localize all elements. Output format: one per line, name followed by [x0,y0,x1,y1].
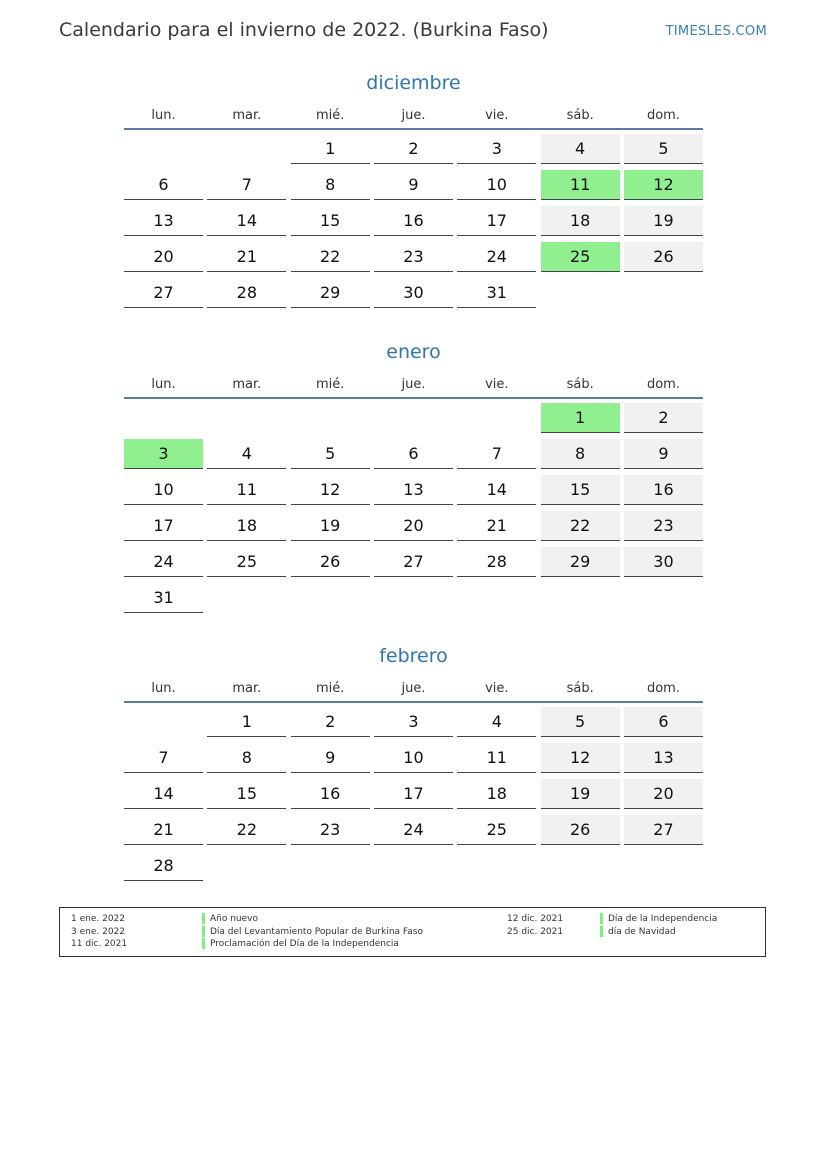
weekday-label: vie. [485,681,509,696]
day-cell: 10 [457,170,536,200]
day-cell: 13 [374,475,453,505]
day-grid [124,134,703,314]
day-cell: 7 [457,439,536,469]
weekday-label: lun. [151,377,176,392]
legend-date: 25 dic. 2021 [507,927,564,937]
weekday-label: jue. [401,377,426,392]
weekday-label: dom. [646,108,680,123]
legend-entry [507,913,747,925]
day-cell: 18 [457,779,536,809]
day-cell: 29 [291,278,370,308]
weekday-label: vie. [485,108,509,123]
weekday-label: sáb. [566,377,594,392]
legend-entry [71,913,371,925]
day-cell: 2 [374,134,453,164]
day-cell: 12 [541,743,620,773]
day-cell: 5 [624,134,703,164]
day-cell: 15 [207,779,286,809]
holiday-day-cell: 25 [541,242,620,272]
weekday-label: dom. [646,681,680,696]
month-december [124,70,703,314]
day-cell: 17 [374,779,453,809]
day-cell: 22 [291,242,370,272]
day-cell: 16 [291,779,370,809]
day-cell: 31 [457,278,536,308]
day-cell: 23 [624,511,703,541]
weekday-label: jue. [401,108,426,123]
month-title: febrero [379,645,448,667]
weekday-label: mar. [232,377,262,392]
day-cell: 15 [291,206,370,236]
holiday-color-marker [202,926,205,937]
day-cell: 4 [207,439,286,469]
day-cell: 19 [541,779,620,809]
day-cell: 21 [207,242,286,272]
legend-name: Día del Levantamiento Popular de Burkina Faso [210,927,423,937]
legend-date: 1 ene. 2022 [71,914,125,924]
day-cell: 24 [124,547,203,577]
day-cell: 4 [457,707,536,737]
weekday-label: mié. [315,108,345,123]
day-cell: 20 [374,511,453,541]
day-cell: 27 [124,278,203,308]
day-cell: 6 [124,170,203,200]
day-cell: 11 [207,475,286,505]
legend-date: 12 dic. 2021 [507,914,564,924]
legend-entry [507,926,747,938]
day-cell: 9 [624,439,703,469]
month-title: enero [386,341,441,363]
weekday-label: jue. [401,681,426,696]
weekday-label: mié. [315,377,345,392]
weekday-label: sáb. [566,681,594,696]
day-cell: 6 [624,707,703,737]
day-cell: 4 [541,134,620,164]
day-cell: 1 [207,707,286,737]
day-grid [124,403,703,618]
legend-name: Proclamación del Día de la Independencia [210,939,399,949]
day-cell: 23 [374,242,453,272]
day-cell: 30 [374,278,453,308]
weekday-label: sáb. [566,108,594,123]
legend-date: 11 dic. 2021 [71,939,128,949]
day-cell: 11 [457,743,536,773]
holiday-color-marker [202,913,205,924]
day-cell: 14 [207,206,286,236]
day-cell: 24 [457,242,536,272]
day-cell: 31 [124,583,203,613]
day-cell: 3 [374,707,453,737]
day-cell: 5 [291,439,370,469]
day-cell: 17 [457,206,536,236]
holiday-color-marker [600,913,603,924]
month-january [124,339,703,618]
day-cell: 18 [207,511,286,541]
day-cell: 26 [291,547,370,577]
day-cell: 9 [291,743,370,773]
day-cell: 1 [291,134,370,164]
day-cell: 20 [124,242,203,272]
holiday-day-cell: 3 [124,439,203,469]
day-cell: 20 [624,779,703,809]
day-cell: 2 [291,707,370,737]
brand-logo[interactable]: TIMESLES.COM [665,24,767,39]
day-cell: 21 [124,815,203,845]
legend-name: Año nuevo [210,914,259,924]
legend-name: Día de la Independencia [608,914,718,924]
day-cell: 17 [124,511,203,541]
day-cell: 26 [541,815,620,845]
day-cell: 28 [207,278,286,308]
day-cell: 7 [124,743,203,773]
day-cell: 30 [624,547,703,577]
legend-name: día de Navidad [608,927,676,937]
weekday-header [124,373,703,399]
weekday-label: lun. [151,681,176,696]
day-cell: 16 [624,475,703,505]
weekday-label: mié. [315,681,345,696]
day-cell: 12 [291,475,370,505]
day-cell: 29 [541,547,620,577]
page-title: Calendario para el invierno de 2022. (Burkina Faso) [59,19,549,41]
day-cell: 14 [124,779,203,809]
holiday-day-cell: 11 [541,170,620,200]
day-cell: 9 [374,170,453,200]
day-cell: 10 [374,743,453,773]
day-grid [124,707,703,887]
weekday-header [124,677,703,703]
holiday-day-cell: 12 [624,170,703,200]
day-cell: 28 [124,851,203,881]
day-cell: 27 [624,815,703,845]
day-cell: 25 [457,815,536,845]
day-cell: 15 [541,475,620,505]
legend-entry [71,938,471,950]
day-cell: 21 [457,511,536,541]
day-cell: 19 [291,511,370,541]
legend-entry [71,926,471,938]
day-cell: 27 [374,547,453,577]
day-cell: 19 [624,206,703,236]
weekday-label: mar. [232,108,262,123]
day-cell: 14 [457,475,536,505]
weekday-label: lun. [151,108,176,123]
day-cell: 13 [124,206,203,236]
day-cell: 22 [541,511,620,541]
day-cell: 3 [457,134,536,164]
holiday-day-cell: 1 [541,403,620,433]
legend-date: 3 ene. 2022 [71,927,125,937]
day-cell: 13 [624,743,703,773]
weekday-label: dom. [646,377,680,392]
day-cell: 6 [374,439,453,469]
day-cell: 5 [541,707,620,737]
holiday-legend [59,907,766,957]
weekday-header [124,104,703,130]
day-cell: 8 [207,743,286,773]
day-cell: 2 [624,403,703,433]
day-cell: 28 [457,547,536,577]
day-cell: 24 [374,815,453,845]
weekday-label: mar. [232,681,262,696]
month-february [124,643,703,887]
holiday-color-marker [202,938,205,949]
day-cell: 8 [541,439,620,469]
day-cell: 10 [124,475,203,505]
month-title: diciembre [366,72,461,94]
day-cell: 22 [207,815,286,845]
day-cell: 23 [291,815,370,845]
weekday-label: vie. [485,377,509,392]
day-cell: 25 [207,547,286,577]
day-cell: 26 [624,242,703,272]
day-cell: 8 [291,170,370,200]
day-cell: 18 [541,206,620,236]
holiday-color-marker [600,926,603,937]
day-cell: 7 [207,170,286,200]
day-cell: 16 [374,206,453,236]
